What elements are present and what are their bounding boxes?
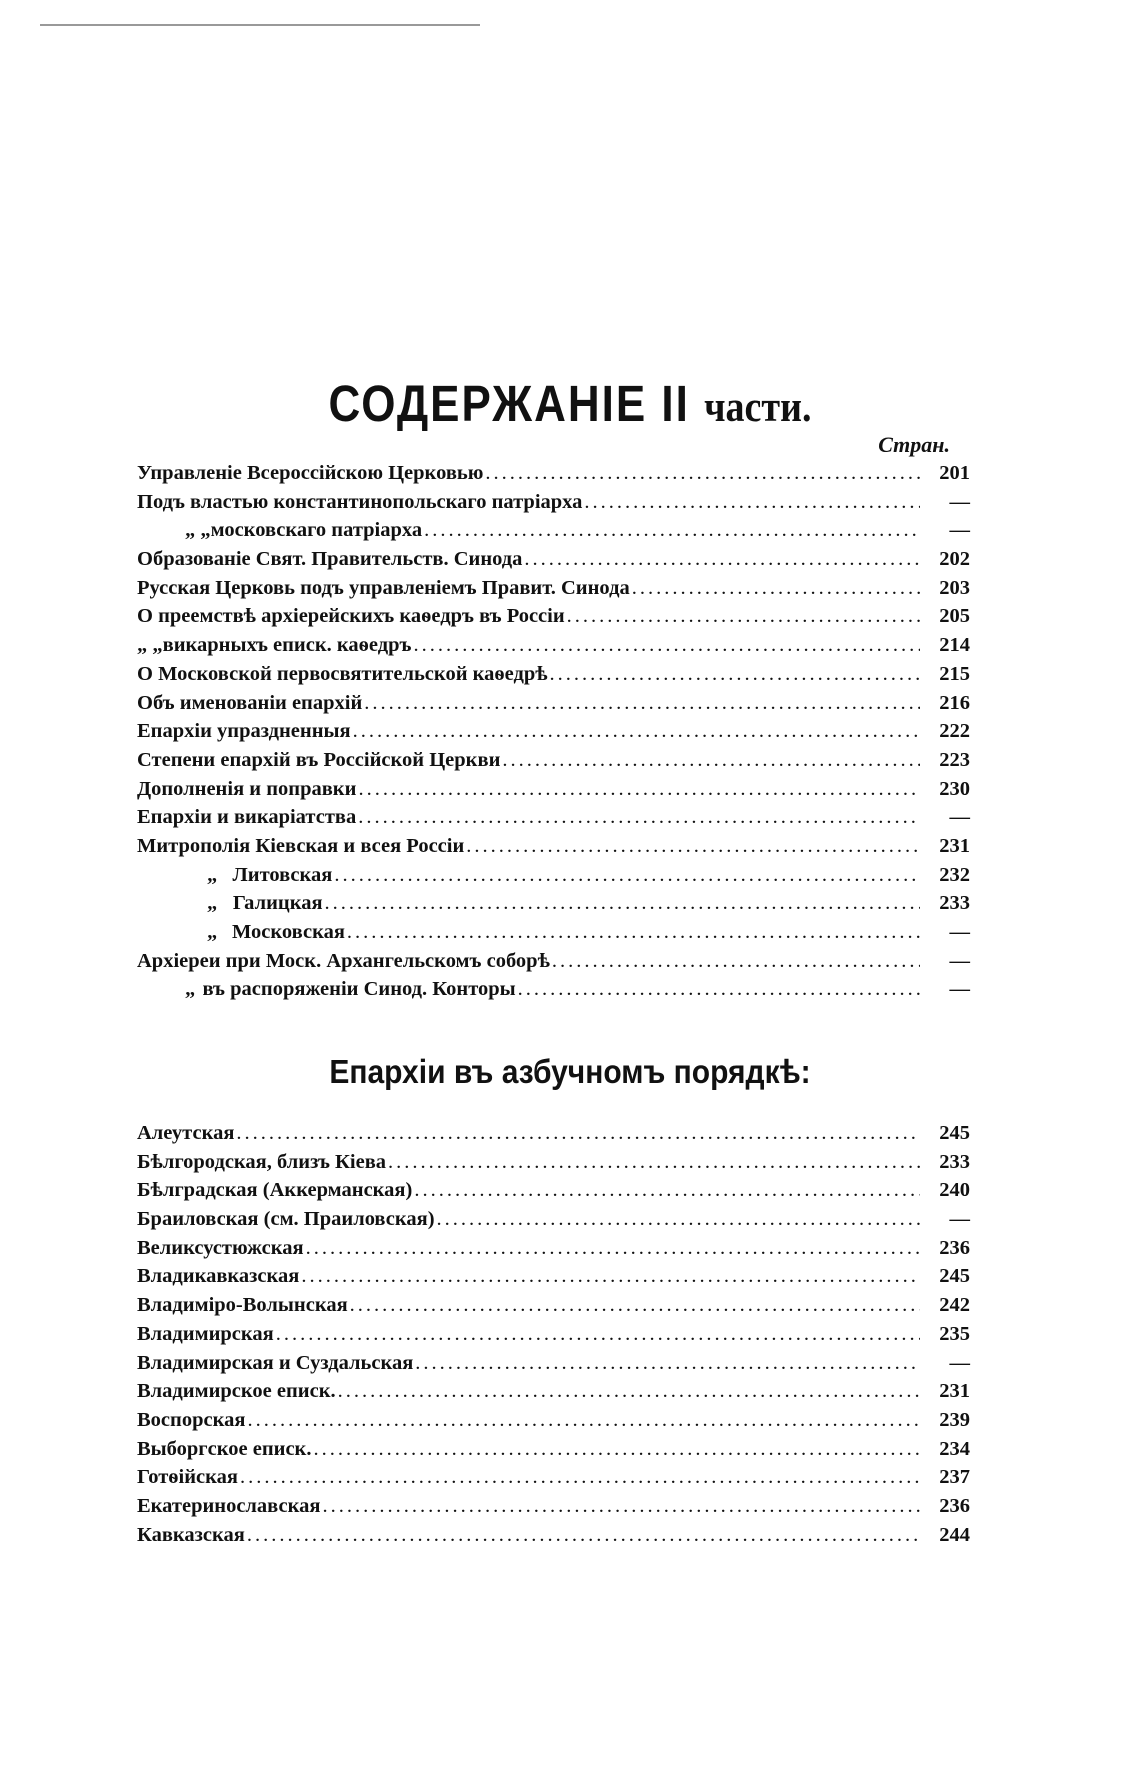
dot-leader — [306, 1237, 920, 1260]
alpha-entry — [137, 1208, 970, 1237]
entry-label: О преемствѣ архіерейскихъ каѳедръ въ Россіи — [137, 605, 565, 628]
entry-page: 205 — [939, 605, 970, 628]
entry-label: Владикавказская — [137, 1265, 300, 1288]
dot-leader — [347, 921, 920, 944]
dot-leader — [437, 1208, 920, 1231]
entry-label: Русская Церковь подъ управленіемъ Правит. Синода — [137, 576, 630, 599]
toc-entry — [137, 663, 970, 692]
ditto-mark: „ — [207, 863, 218, 886]
dot-leader — [415, 1352, 920, 1375]
entry-page: 245 — [939, 1122, 970, 1144]
toc-entry — [137, 634, 970, 663]
entry-label: Образованіе Свят. Правительств. Синода — [137, 548, 523, 571]
dot-leader — [236, 1122, 920, 1145]
entry-label: Объ именованіи епархій — [137, 691, 363, 714]
toc-entry — [137, 519, 970, 548]
entry-page: 240 — [939, 1179, 970, 1202]
ditto-mark: „ „ — [137, 634, 163, 657]
alpha-entry — [137, 1151, 970, 1180]
alpha-entry — [137, 1323, 970, 1352]
entry-page: 216 — [939, 691, 970, 714]
toc-main — [137, 462, 970, 1007]
toc-entry — [137, 950, 970, 979]
alpha-entry — [137, 1179, 970, 1208]
alpha-entry — [137, 1380, 970, 1409]
dot-leader — [325, 892, 920, 915]
dot-leader — [247, 1409, 920, 1432]
dot-leader — [524, 548, 920, 571]
entry-label: О Московской первосвятительской каѳедрѣ — [137, 662, 548, 685]
entry-page: 222 — [939, 720, 970, 743]
entry-page: 236 — [939, 1494, 970, 1517]
entry-label: Владимирская и Суздальская — [137, 1351, 414, 1374]
toc-entry — [137, 692, 970, 721]
dot-leader — [353, 720, 920, 743]
toc-entry — [137, 720, 970, 749]
toc-entry — [137, 921, 970, 950]
entry-label: Бѣлградская (Аккерманская) — [137, 1179, 413, 1202]
entry-label: Епархіи и викаріатства — [137, 806, 357, 829]
toc-entry — [137, 577, 970, 606]
dot-leader — [358, 806, 920, 829]
entry-page: 231 — [939, 1380, 970, 1403]
toc-entry — [137, 605, 970, 634]
entry-label: Московская — [231, 921, 345, 943]
dot-leader — [322, 1495, 920, 1518]
entry-label: московскаго патріарха — [210, 519, 423, 542]
toc-entry — [137, 978, 970, 1007]
title-main: СОДЕРЖАНІЕ II — [328, 376, 690, 433]
entry-page: 201 — [939, 462, 970, 484]
alpha-entry — [137, 1122, 970, 1151]
entry-page: 232 — [939, 863, 970, 886]
entry-label: Браиловская (см. Праиловская) — [137, 1208, 435, 1231]
section-title: Епархіи въ азбучномъ порядкѣ: — [329, 1054, 811, 1091]
dot-leader — [301, 1265, 920, 1288]
toc-alphabetical — [137, 1122, 970, 1552]
entry-label: Владимирская — [137, 1322, 274, 1345]
alpha-entry — [137, 1237, 970, 1266]
toc-entry — [137, 892, 970, 921]
entry-label: Литовская — [232, 863, 333, 886]
entry-page: 235 — [939, 1322, 970, 1345]
entry-label: Воспорская — [137, 1408, 246, 1431]
title-small: части. — [704, 383, 812, 432]
dot-leader — [358, 778, 920, 801]
dot-leader — [518, 978, 920, 1001]
pages-column-header: Стран. — [878, 432, 950, 457]
dot-leader — [350, 1294, 920, 1317]
dot-leader — [338, 1380, 920, 1403]
entry-page: 203 — [939, 576, 970, 599]
dot-leader — [552, 950, 920, 973]
entry-label: Выборгское еписк. — [137, 1437, 312, 1460]
entry-page: — — [949, 978, 970, 1001]
dot-leader — [567, 605, 920, 628]
toc-entry — [137, 864, 970, 893]
entry-label: Бѣлгородская, близъ Кіева — [137, 1150, 387, 1173]
entry-label: Готѳійская — [137, 1466, 238, 1489]
entry-page: — — [949, 1208, 970, 1231]
page-title — [0, 376, 1140, 434]
dot-leader — [550, 663, 920, 686]
ditto-mark: „ — [207, 921, 218, 943]
top-rule — [40, 24, 480, 26]
entry-page: 230 — [939, 777, 970, 800]
dot-leader — [364, 692, 920, 715]
dot-leader — [413, 634, 920, 657]
dot-leader — [247, 1524, 920, 1547]
alpha-entry — [137, 1352, 970, 1381]
entry-page: 231 — [939, 834, 970, 857]
ditto-mark: „ — [207, 892, 218, 915]
entry-page: 215 — [939, 662, 970, 685]
toc-entry — [137, 835, 970, 864]
entry-label: Галицкая — [232, 892, 323, 915]
entry-label: Алеутская — [137, 1122, 235, 1144]
entry-page: — — [949, 490, 970, 513]
entry-page: 245 — [939, 1265, 970, 1288]
entry-label: Дополненія и поправки — [137, 777, 357, 800]
dot-leader — [584, 491, 920, 514]
entry-label: Степени епархій въ Россійской Церкви — [137, 748, 501, 771]
entry-page: — — [949, 519, 970, 542]
toc-entry — [137, 806, 970, 835]
dot-leader — [334, 864, 920, 887]
dot-leader — [466, 835, 920, 858]
entry-page: 242 — [939, 1294, 970, 1317]
dot-leader — [414, 1179, 920, 1202]
entry-label: Великсустюжская — [137, 1236, 304, 1259]
entry-page: — — [949, 949, 970, 972]
dot-leader — [632, 577, 920, 600]
entry-page: — — [949, 806, 970, 829]
entry-label: Владимирское еписк. — [137, 1380, 336, 1403]
alpha-entry — [137, 1495, 970, 1524]
dot-leader — [276, 1323, 920, 1346]
entry-label: Екатеринославская — [137, 1494, 321, 1517]
toc-entry — [137, 778, 970, 807]
toc-entry — [137, 462, 970, 491]
entry-label: Кавказская — [137, 1523, 245, 1546]
dot-leader — [388, 1151, 920, 1174]
dot-leader — [485, 462, 920, 485]
toc-entry — [137, 548, 970, 577]
entry-page: 223 — [939, 748, 970, 771]
entry-page: 214 — [939, 634, 970, 657]
alpha-entry — [137, 1524, 970, 1553]
entry-page: 233 — [939, 1150, 970, 1173]
entry-label: Епархіи упраздненныя — [137, 720, 351, 743]
alpha-entry — [137, 1409, 970, 1438]
entry-label: Митрополія Кіевская и всея Россіи — [137, 834, 465, 857]
dot-leader — [314, 1438, 921, 1461]
entry-page: 237 — [939, 1466, 970, 1489]
entry-page: 202 — [939, 548, 970, 571]
entry-page: — — [949, 1351, 970, 1374]
dot-leader — [240, 1466, 920, 1489]
entry-page: 239 — [939, 1408, 970, 1431]
alpha-entry — [137, 1294, 970, 1323]
entry-page: 236 — [939, 1236, 970, 1259]
ditto-mark: „ „ — [185, 519, 211, 542]
alpha-entry — [137, 1466, 970, 1495]
entry-label: Владиміро-Волынская — [137, 1294, 348, 1317]
dot-leader — [424, 519, 920, 542]
alpha-entry — [137, 1438, 970, 1467]
entry-label: викарныхъ еписк. каѳедръ — [162, 634, 412, 657]
entry-page: — — [949, 921, 970, 943]
entry-page: 233 — [939, 892, 970, 915]
toc-entry — [137, 491, 970, 520]
toc-entry — [137, 749, 970, 778]
entry-page: 234 — [939, 1437, 970, 1460]
entry-label: Подъ властью константинопольскаго патріарха — [137, 490, 583, 513]
dot-leader — [502, 749, 920, 772]
ditto-mark: „ — [185, 978, 196, 1001]
entry-page: 244 — [939, 1523, 970, 1546]
entry-label: въ распоряженіи Синод. Конторы — [202, 978, 516, 1001]
entry-label: Управленіе Всероссійскою Церковью — [137, 462, 484, 484]
entry-label: Архіереи при Моск. Архангельскомъ соборѣ — [137, 949, 550, 972]
alpha-entry — [137, 1265, 970, 1294]
